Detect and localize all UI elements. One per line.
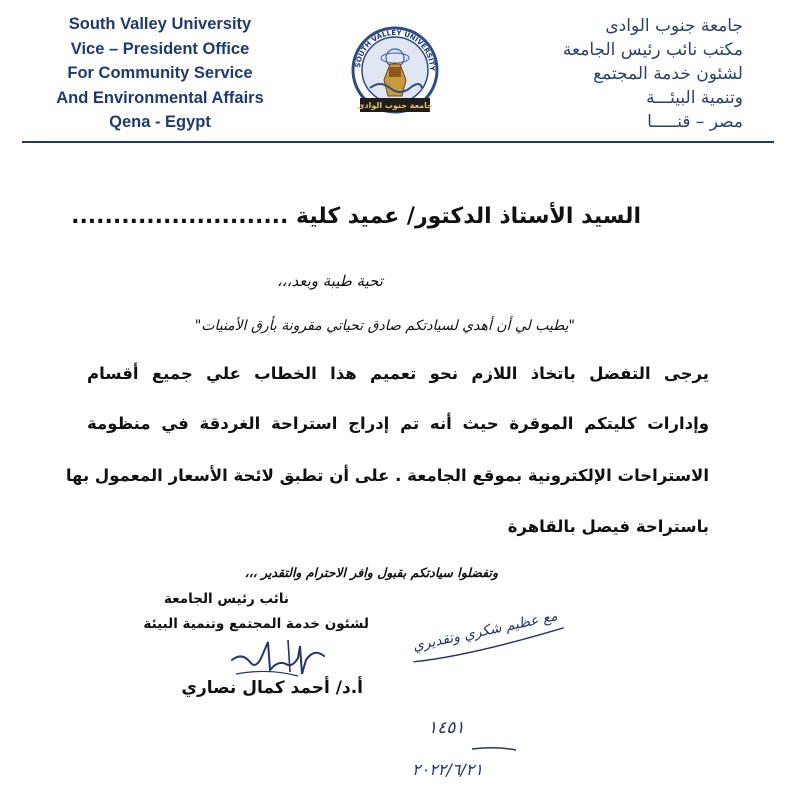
office-name-ar: مكتب نائب رئيس الجامعة [562,40,743,60]
english-letterhead [40,12,280,135]
office-name-en: Vice – President Office [70,39,250,58]
department-line1-en: For Community Service [67,64,253,82]
body-line-2: وإدارات كليتكم الموقرة حيث أنه تم إدراج استراحة الغردقة في منظومة [87,414,709,433]
greeting: تحية طيبة وبعد،،، [276,272,383,290]
location-en: Qena - Egypt [109,113,211,131]
logo-ring-text: SOUTH VALLEY UNIVERSITY [354,28,437,72]
handwritten-note [403,606,575,689]
university-logo-icon [340,18,450,118]
reference-divider-icon [470,744,518,754]
salutation: السيد الأستاذ الدكتور/ عميد كلية .......................... [71,204,641,229]
opening-quote: "يطيب لي أن أهدي لسيادتكم صادق تحياتي مقرونة بأرق الأمنيات" [194,318,575,334]
university-name-en: South Valley University [68,15,252,33]
arabic-letterhead [503,14,743,134]
handwritten-note-text: مع عظيم شكري وتقديري [411,608,559,655]
body-line-3: الاستراحات الإلكترونية بموقع الجامعة . على أن تطبق لائحة الأسعار المعمول بها [65,466,709,485]
header-divider [22,141,774,143]
department-line1-ar: لشئون خدمة المجتمع [593,64,743,84]
reference-number: ١٤٥١ [428,718,465,738]
signatory-title-line1: نائب رئيس الجامعة [164,591,289,607]
logo-banner-text: جامعة جنوب الوادى [357,101,433,110]
university-name-ar: جامعة جنوب الوادى [605,16,743,36]
closing-phrase: وتفضلوا سيادتكم بقبول وافر الاحترام والتقدير ،،، [244,565,498,580]
body-line-1: يرجى التفضل باتخاذ اللازم نحو تعميم هذا الخطاب علي جميع أقسام [87,364,709,383]
signatory-name: أ.د/ أحمد كمال نصاري [181,678,363,698]
reference-date: ٢٠٢٢/٦/٢١ [412,760,483,779]
department-line2-en: And Environmental Affairs [56,88,264,107]
signatory-title-line2: لشئون خدمة المجتمع وتنمية البيئة [143,616,369,632]
department-line2-ar: وتنمية البيئـــة [646,88,743,108]
location-ar: مصر – قنـــــا [647,112,743,132]
body-line-4: باستراحة فيصل بالقاهرة [507,517,709,536]
